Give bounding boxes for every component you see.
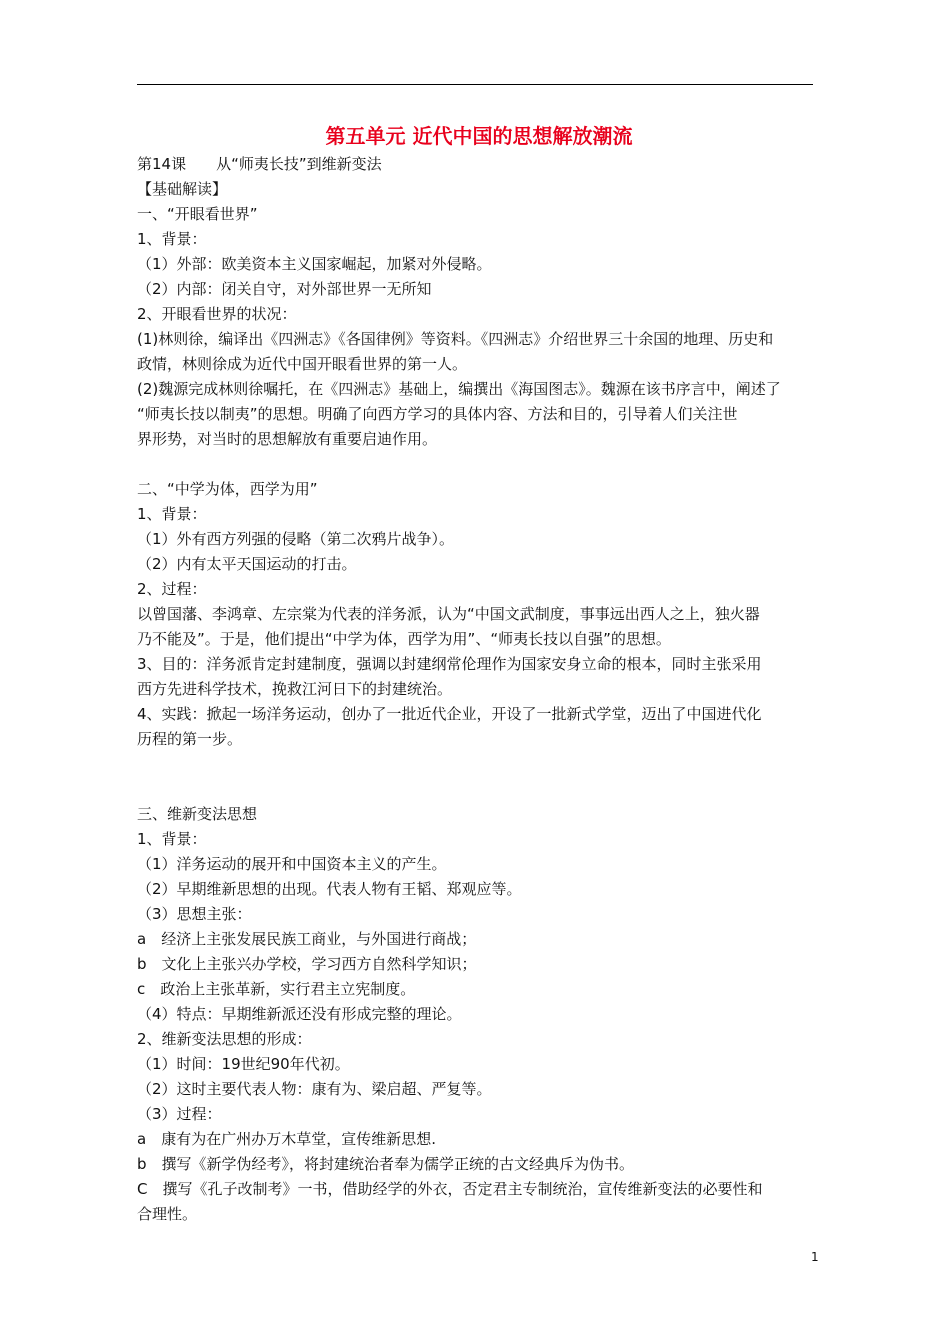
text-line: （2）内部：闭关自守，对外部世界一无所知 — [137, 280, 432, 298]
text-line: 西方先进科学技术，挽救江河日下的封建统治。 — [137, 680, 453, 698]
text-line: （1）时间：19世纪90年代初。 — [137, 1055, 350, 1073]
text-line: (2)魏源完成林则徐嘱托，在《四洲志》基础上，编撰出《海国图志》。魏源在该书序言中，阐述了 — [137, 380, 781, 398]
text-line: C 撰写《孔子改制考》一书，借助经学的外衣，否定君主专制统治，宣传维新变法的必要性和 — [137, 1180, 763, 1198]
blank-line — [137, 752, 813, 777]
header-rule — [137, 84, 813, 85]
text-line: 2、过程： — [137, 580, 207, 598]
text-line: b 文化上主张兴办学校，学习西方自然科学知识； — [137, 955, 477, 973]
text-line: c 政治上主张革新，实行君主立宪制度。 — [137, 980, 416, 998]
text-line: a 经济上主张发展民族工商业，与外国进行商战； — [137, 930, 477, 948]
page-number: 1 — [811, 1250, 819, 1264]
text-line: 1、背景： — [137, 830, 207, 848]
text-line: “师夷长技以制夷”的思想。明确了向西方学习的具体内容、方法和目的，引导着人们关注世 — [137, 405, 738, 423]
blank-line — [137, 452, 813, 477]
text-line: （4）特点：早期维新派还没有形成完整的理论。 — [137, 1005, 462, 1023]
text-line: （1）外部：欧美资本主义国家崛起，加紧对外侵略。 — [137, 255, 492, 273]
text-line: 合理性。 — [137, 1205, 198, 1223]
text-line: 三、维新变法思想 — [137, 805, 258, 823]
text-line: 1、背景： — [137, 230, 207, 248]
text-line: 政情，林则徐成为近代中国开眼看世界的第一人。 — [137, 355, 468, 373]
text-line: （1）洋务运动的展开和中国资本主义的产生。 — [137, 855, 447, 873]
text-line: b 撰写《新学伪经考》，将封建统治者奉为儒学正统的古文经典斥为伪书。 — [137, 1155, 635, 1173]
text-line: 2、开眼看世界的状况： — [137, 305, 297, 323]
text-lines — [137, 152, 813, 1227]
text-line: 乃不能及”。于是，他们提出“中学为体，西学为用”、“师夷长技以自强”的思想。 — [137, 630, 671, 648]
text-line: 第14课 从“师夷长技”到维新变法 — [137, 155, 382, 173]
text-line: （1）外有西方列强的侵略（第二次鸦片战争）。 — [137, 530, 455, 548]
document-body — [137, 122, 813, 1227]
text-line: 【基础解读】 — [137, 180, 228, 198]
text-line: （2）内有太平天国运动的打击。 — [137, 555, 357, 573]
text-line: 2、维新变法思想的形成： — [137, 1030, 312, 1048]
text-line: a 康有为在广州办万木草堂，宣传维新思想. — [137, 1130, 436, 1148]
text-line: (1)林则徐，编译出《四洲志》《各国律例》等资料。《四洲志》介绍世界三十余国的地理、历史和 — [137, 330, 774, 348]
blank-line — [137, 777, 813, 802]
text-line: （2）这时主要代表人物：康有为、梁启超、严复等。 — [137, 1080, 492, 1098]
text-line: 以曾国藩、李鸿章、左宗棠为代表的洋务派，认为“中国文武制度，事事远出西人之上，独火器 — [137, 605, 760, 623]
text-line: 一、“开眼看世界” — [137, 205, 258, 223]
text-line: 3、目的：洋务派肯定封建制度，强调以封建纲常伦理作为国家安身立命的根本，同时主张采用 — [137, 655, 762, 673]
text-line: （3）过程： — [137, 1105, 222, 1123]
unit-title: 第五单元 近代中国的思想解放潮流 — [325, 124, 633, 148]
text-line: （3）思想主张： — [137, 905, 252, 923]
text-line: 历程的第一步。 — [137, 730, 243, 748]
text-line: 界形势，对当时的思想解放有重要启迪作用。 — [137, 430, 438, 448]
text-line: 1、背景： — [137, 505, 207, 523]
text-line: （2）早期维新思想的出现。代表人物有王韬、郑观应等。 — [137, 880, 522, 898]
text-line: 二、“中学为体，西学为用” — [137, 480, 318, 498]
text-line: 4、实践：掀起一场洋务运动，创办了一批近代企业，开设了一批新式学堂，迈出了中国进代化 — [137, 705, 762, 723]
